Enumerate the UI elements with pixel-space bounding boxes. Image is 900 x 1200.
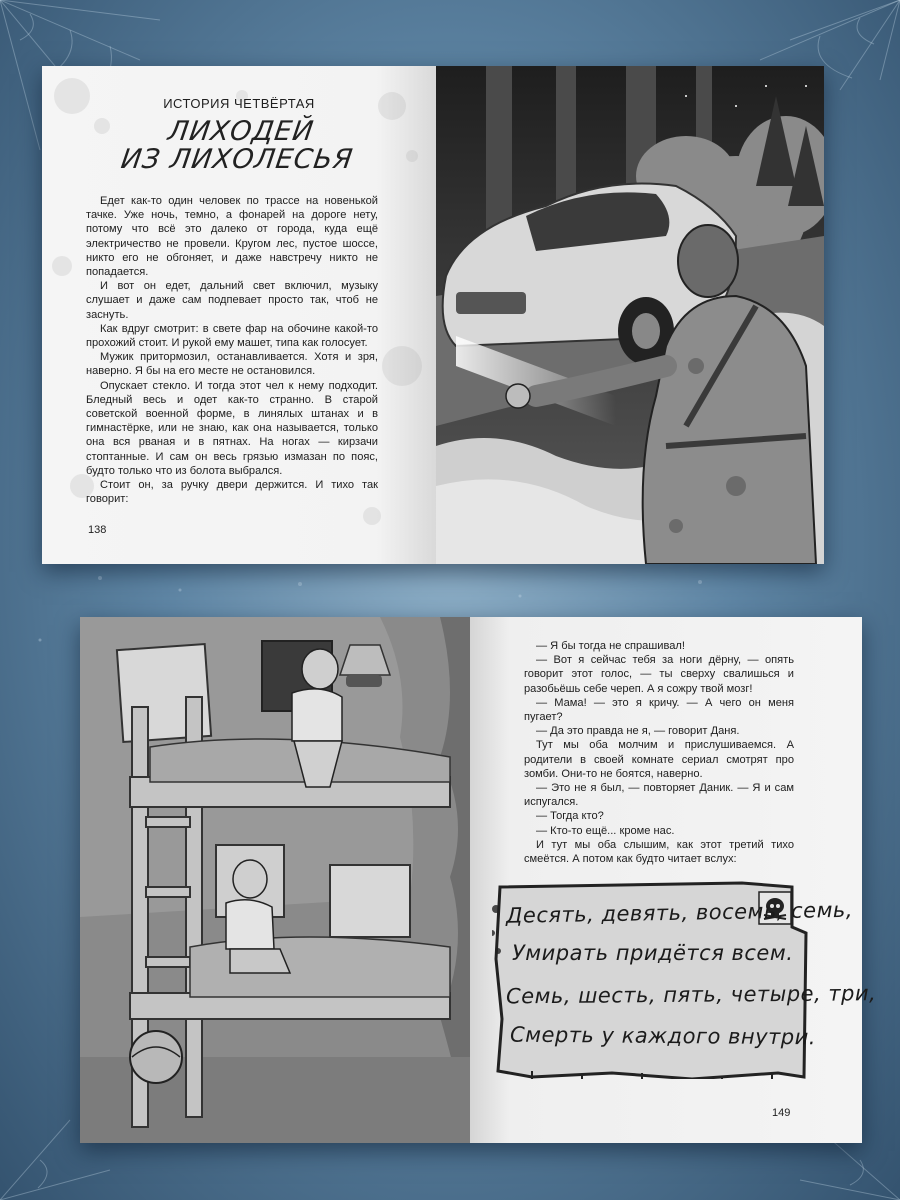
paragraph: — Мама! — это я кричу. — А чего он меня пугает?: [524, 696, 794, 724]
paragraph: — Тогда кто?: [536, 810, 604, 823]
paragraph: Как вдруг смотрит: в свете фар на обочине какой-то прохожий стоит. И рукой ему машет, типа как голосует.: [86, 322, 378, 350]
story-title-line-2: ИЗ ЛИХОЛЕСЬЯ: [119, 144, 356, 175]
story-body-text: [524, 639, 794, 866]
paragraph: Тут мы оба молчим и прислушиваемся. А родители в своей комнате сериал смотрят про зомби. Они-то не боятся, наверно.: [524, 739, 794, 780]
chant-sign: [492, 879, 877, 1079]
chant-line-2: Умирать придётся всем.: [512, 941, 794, 965]
page-number: 149: [772, 1107, 791, 1119]
right-page: [470, 617, 877, 1143]
paragraph: Стоит он, за ручку двери держится. И тихо так говорит:: [86, 479, 378, 506]
paragraph: — Кто-то ещё... кроме нас.: [536, 824, 675, 837]
chant-line-3: Семь, шесть, пять, четыре, три,: [505, 981, 877, 1009]
chant-line-4: Смерть у каждого внутри.: [509, 1022, 817, 1050]
paragraph: Опускает стекло. И тогда этот чел к нему подходит. Бледный весь и одет как-то странно. В старой советской военной форме, в линялых штанах и в гимнастёрке, или не знаю, как она называется, только она вся рваная и в пятнах. На ногах — кирзачи стоптанные. И сам он весь грязью измазан по пояс, будто только что из болота выбрался.: [86, 379, 378, 477]
paragraph: — Я бы тогда не спрашивал!: [536, 640, 685, 652]
bottom-book-spread: [80, 617, 877, 1143]
paragraph: Едет как-то один человек по трассе на новенькой тачке. Уже ночь, темно, а фонарей на дороге нету, потому что всё это далеко от города, куда ещё электричество не провели. Кругом лес, пустое шоссе, никто его не обгоняет, и даже навстречу никто не попадается.: [86, 195, 378, 279]
paragraph: И вот он едет, дальний свет включил, музыку слушает и даже сам подпевает просто так, чтоб не заснуть.: [86, 280, 378, 321]
page-number: 138: [88, 524, 107, 536]
story-body-text: [86, 194, 378, 506]
chant-line-1: Десять, девять, восемь, семь,: [505, 897, 854, 928]
story-title: [38, 118, 440, 174]
left-page: [42, 66, 436, 564]
paragraph: — Вот я сейчас тебя за ноги дёрну, — опять говорит этот голос, — ты сверху свалишься и разобьёшь себе череп. А я сожру твой мозг!: [524, 654, 794, 695]
illustration-bunk-bed: [80, 617, 470, 1143]
top-book-spread: [42, 66, 824, 564]
paragraph: И тут мы оба слышим, как этот третий тихо смеётся. А потом как будто читает вслух:: [524, 838, 794, 866]
paragraph: Мужик притормозил, останавливается. Хотя и зря, наверно. Я бы на его месте не остановился.: [86, 351, 378, 378]
chapter-label: ИСТОРИЯ ЧЕТВЁРТАЯ: [163, 96, 315, 111]
paragraph: — Да это правда не я, — говорит Даня.: [536, 725, 740, 738]
story-title-line-1: ЛИХОДЕЙ: [166, 116, 317, 147]
paragraph: — Это не я был, — повторяет Даник. — Я и сам испугался.: [524, 782, 794, 809]
illustration-car-and-soldier: [436, 66, 824, 564]
